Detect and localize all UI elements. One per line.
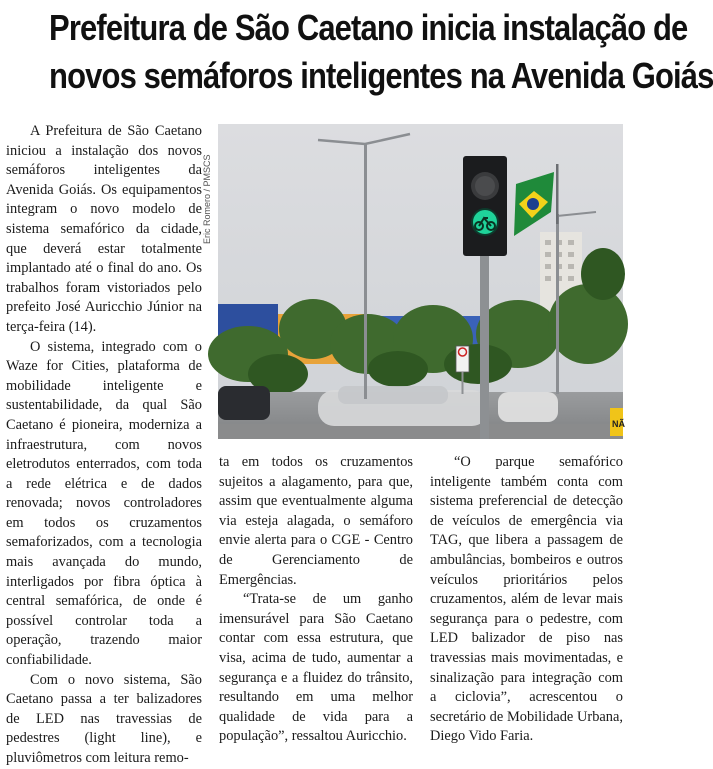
article-column-1 (6, 122, 202, 769)
article-column-2 (219, 453, 413, 747)
headline (49, 4, 713, 100)
paragraph: ta em todos os cruzamentos sujeitos a alagamento, para que, assim que eventualmente alguma via esteja alagada, o semáforo envie alerta para o CGE - Centro de Gerenciamento de Emergências. (219, 454, 413, 588)
article-column-3 (430, 453, 623, 747)
traffic-light-photo (218, 124, 623, 439)
yellow-sign-text: NÃ (612, 419, 625, 429)
paragraph: “Trata-se de um ganho imensurável para São Caetano contar com essa estrutura, que visa, acima de tudo, aumentar a segurança e a fluidez do trânsito, resultando em uma melhor qualidade de vida para a população”, ressaltou Auricchio. (219, 591, 413, 745)
headline-line-2: novos semáforos inteligentes na Avenida Goiás (49, 55, 713, 96)
paragraph: O sistema, integrado com o Waze for Cities, plataforma de mobilidade inteligente e sustentabilidade, da qual São Caetano é pioneira, moderniza a infraestrutura, com novos eletrodutos enterrados, com toda a rede elétrica e de dados renovada; novos controladores em todos os cruzamentos semaforizados, com a tecnologia mais avançada do mundo, interligados por fibra óptica à central semafórica, de onde é possível controlar toda a operação, trazendo maior confiabilidade. (6, 338, 202, 669)
traffic-light (463, 156, 507, 256)
headline-line-1: Prefeitura de São Caetano inicia instalação de (49, 7, 688, 48)
article-photo (218, 124, 623, 439)
paragraph: Com o novo sistema, São Caetano passa a ter balizadores de LED nas travessias de pedestres (light line), e pluviômetros com leitura remo- (6, 671, 202, 766)
dark-car (218, 386, 270, 420)
paragraph: “O parque semafórico inteligente também conta com sistema preferencial de detecção de veículos de emergência via TAG, que libera a passagem de ambulâncias, bombeiros e outros veículos prioritários pelos cruzamentos, além de levar mais segurança para o pedestre, com LED balizador de piso nas travessias mais movimentadas, e sinalização para integração com a ciclovia”, acrescentou o secretário de Mobilidade Urbana, Diego Vido Faria. (430, 454, 623, 745)
paragraph: A Prefeitura de São Caetano iniciou a instalação dos novos semáforos inteligentes da Avenida Goiás. Os equipamentos integram o novo modelo de sistema semafórico da cidade, que deverá estar totalmente implantado até o final do ano. Os trabalhos foram vistoriados pelo prefeito José Auricchio Júnior na terça-feira (14). (6, 123, 202, 335)
photo-credit: Eric Romero / PMSCS (202, 154, 212, 244)
